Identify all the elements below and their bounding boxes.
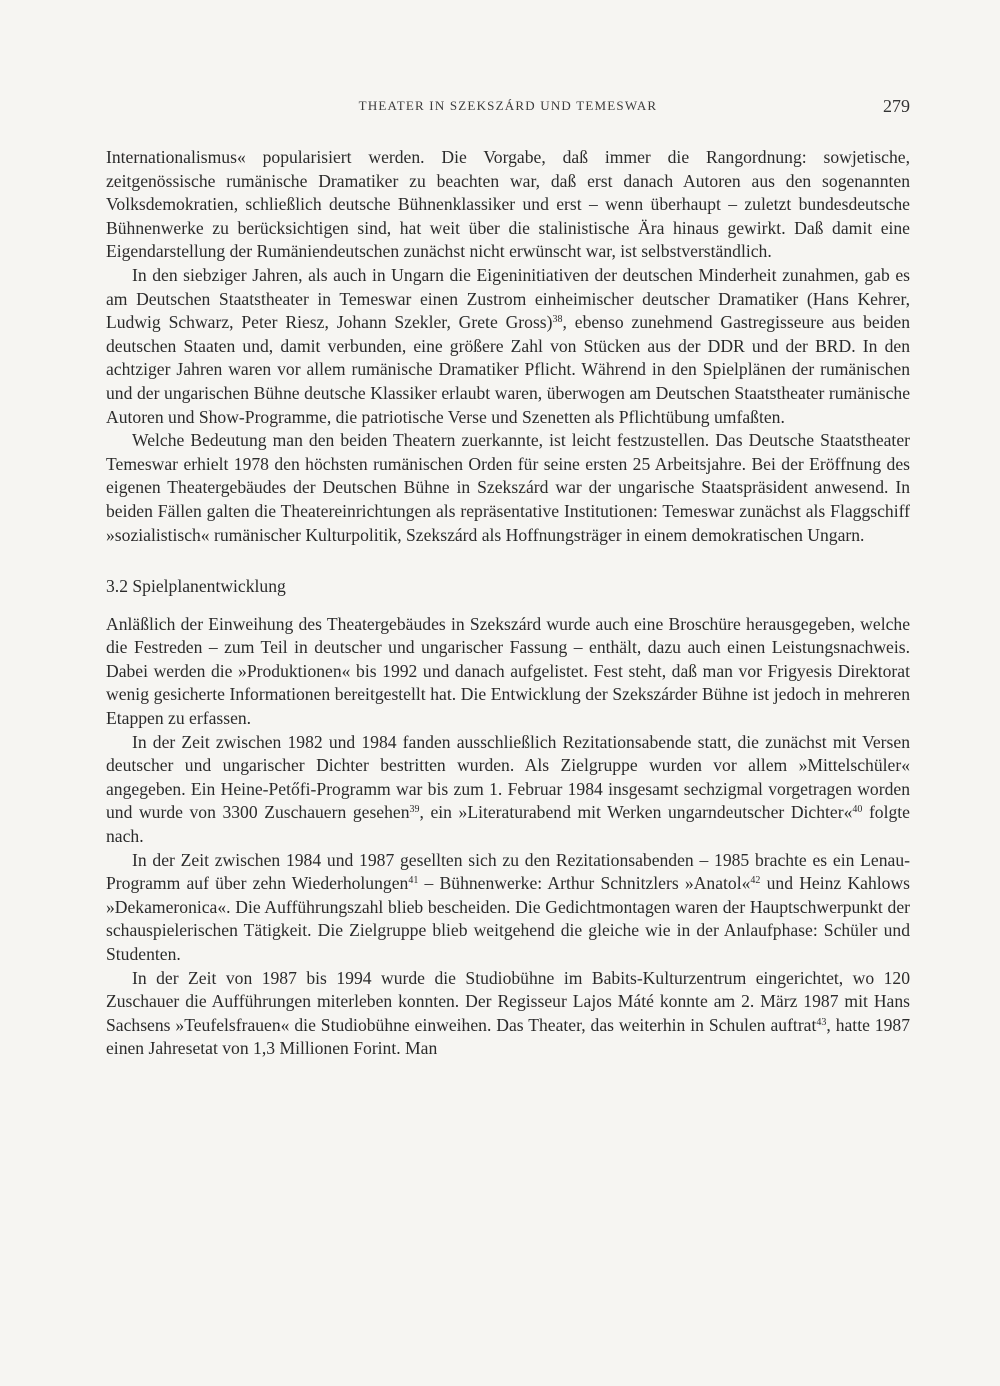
- paragraph: Anläßlich der Einweihung des Theatergebäudes in Szekszárd wurde auch eine Broschüre herausgegeben, welche die Festreden – zum Teil in deutscher und ungarischer Fassung – enthält, dazu auch einen Leistungsnachweis. Dabei werden die »Produktionen« bis 1992 und danach aufgelistet. Fest steht, daß man vor Frigyesis Direktorat wenig gesicherte Informationen bereitgestellt hat. Die Entwicklung der Szekszárder Bühne ist jedoch in mehreren Etappen zu erfassen.: [106, 613, 910, 729]
- section-heading: 3.2 Spielplanentwicklung: [106, 576, 286, 597]
- paragraph: Welche Bedeutung man den beiden Theatern zuerkannte, ist leicht festzustellen. Das Deutsche Staatstheater Temeswar erhielt 1978 den höchsten rumänischen Orden für seine ersten 25 Arbeitsjahre. Bei der Eröffnung des eigenen Theatergebäudes der Deutschen Bühne in Szekszárd war der ungarische Staatspräsident anwesend. In beiden Fällen galten die Theatereinrichtungen als repräsentative Institutionen: Temeswar zunächst als Flaggschiff »sozialistisch« rumänischer Kulturpolitik, Szekszárd als Hoffnungsträger in einem demokratischen Ungarn.: [106, 430, 910, 545]
- footnote-ref[interactable]: 40: [852, 804, 863, 816]
- body-text: [106, 146, 910, 1061]
- paragraph: In der Zeit zwischen 1982 und 1984 fanden ausschließlich Rezitationsabende statt, die zunächst mit Versen deutscher und ungarischer Dichter bestritten wurden. Als Zielgruppe wurden vor allem »Mittelschüler« angegeben. Ein Heine-Petőfi-Programm war bis zum 1. Februar 1984 insgesamt sechzigmal vorgetragen worden und wurde von 3300 Zuschauern gesehen$^{39}$, ein »Literaturabend mit Werken ungarndeutscher Dichter«$^{40}$ folgte nach.: [106, 731, 910, 847]
- paragraph: In den siebziger Jahren, als auch in Ungarn die Eigeninitiativen der deutschen Minderheit zunahmen, gab es am Deutschen Staatstheater in Temeswar einen Zustrom einheimischer deutscher Dramatiker (Hans Kehrer, Ludwig Schwarz, Peter Riesz, Johann Szekler, Grete Gross)$^{38}$, ebenso zunehmend Gastregisseure aus beiden deutschen Staaten und, damit verbunden, eine größere Zahl von Stücken aus der DDR und der BRD. In den achtziger Jahren waren vor allem rumänische Dramatiker Pflicht. Während in den Spielplänen der rumänischen und der ungarischen Bühne deutsche Klassiker erlaubt waren, überwogen am Deutschen Staatstheater rumänische Autoren und Show-Programme, die patriotische Verse und Szenetten als Pflichtübung umfaßten.: [106, 264, 910, 427]
- page-header: [106, 96, 910, 120]
- footnote-ref[interactable]: 43: [816, 1016, 827, 1028]
- paragraph: In der Zeit zwischen 1984 und 1987 gesellten sich zu den Rezitationsabenden – 1985 brachte es ein Lenau-Programm auf über zehn Wiederholungen$^{41}$ – Bühnenwerke: Arthur Schnitzlers »Anatol«$^{42}$ und Heinz Kahlows »Dekameronica«. Die Aufführungszahl blieb bescheiden. Die Gedichtmontagen waren der Hauptschwerpunkt der schauspielerischen Tätigkeit. Die Zielgruppe blieb weitgehend die gleiche wie in der Anlaufphase: Schüler und Studenten.: [106, 849, 910, 964]
- footnote-ref[interactable]: 41: [408, 875, 419, 887]
- paragraph: In der Zeit von 1987 bis 1994 wurde die Studiobühne im Babits-Kulturzentrum eingerichtet, wo 120 Zuschauer die Aufführungen miterleben konnten. Der Regisseur Lajos Máté konnte am 2. März 1987 mit Hans Sachsens »Teufelsfrauen« die Studiobühne einweihen. Das Theater, das weiterhin in Schulen auftrat$^{43}$, hatte 1987 einen Jahresetat von 1,3 Millionen Forint. Man: [106, 967, 910, 1059]
- footnote-ref[interactable]: 39: [409, 804, 420, 816]
- footnote-ref[interactable]: 42: [750, 875, 761, 887]
- footnote-ref[interactable]: 38: [552, 314, 563, 326]
- paragraph: Internationalismus« popularisiert werden. Die Vorgabe, daß immer die Rangordnung: sowjetische, zeitgenössische rumänische Dramatiker zu beachten war, daß erst danach Autoren aus den sogenannten Volksdemokratien, schließlich deutsche Bühnenklassiker und erst – wenn überhaupt – zuletzt bundesdeutsche Bühnenwerke zu berücksichtigen sind, hat weit über die stalinistische Ära hinaus gewirkt. Daß damit eine Eigendarstellung der Rumäniendeutschen zunächst nicht erwünscht war, ist selbstverständlich.: [106, 147, 910, 262]
- running-head: THEATER IN SZEKSZÁRD UND TEMESWAR: [358, 98, 658, 113]
- page-number: 279: [883, 96, 910, 116]
